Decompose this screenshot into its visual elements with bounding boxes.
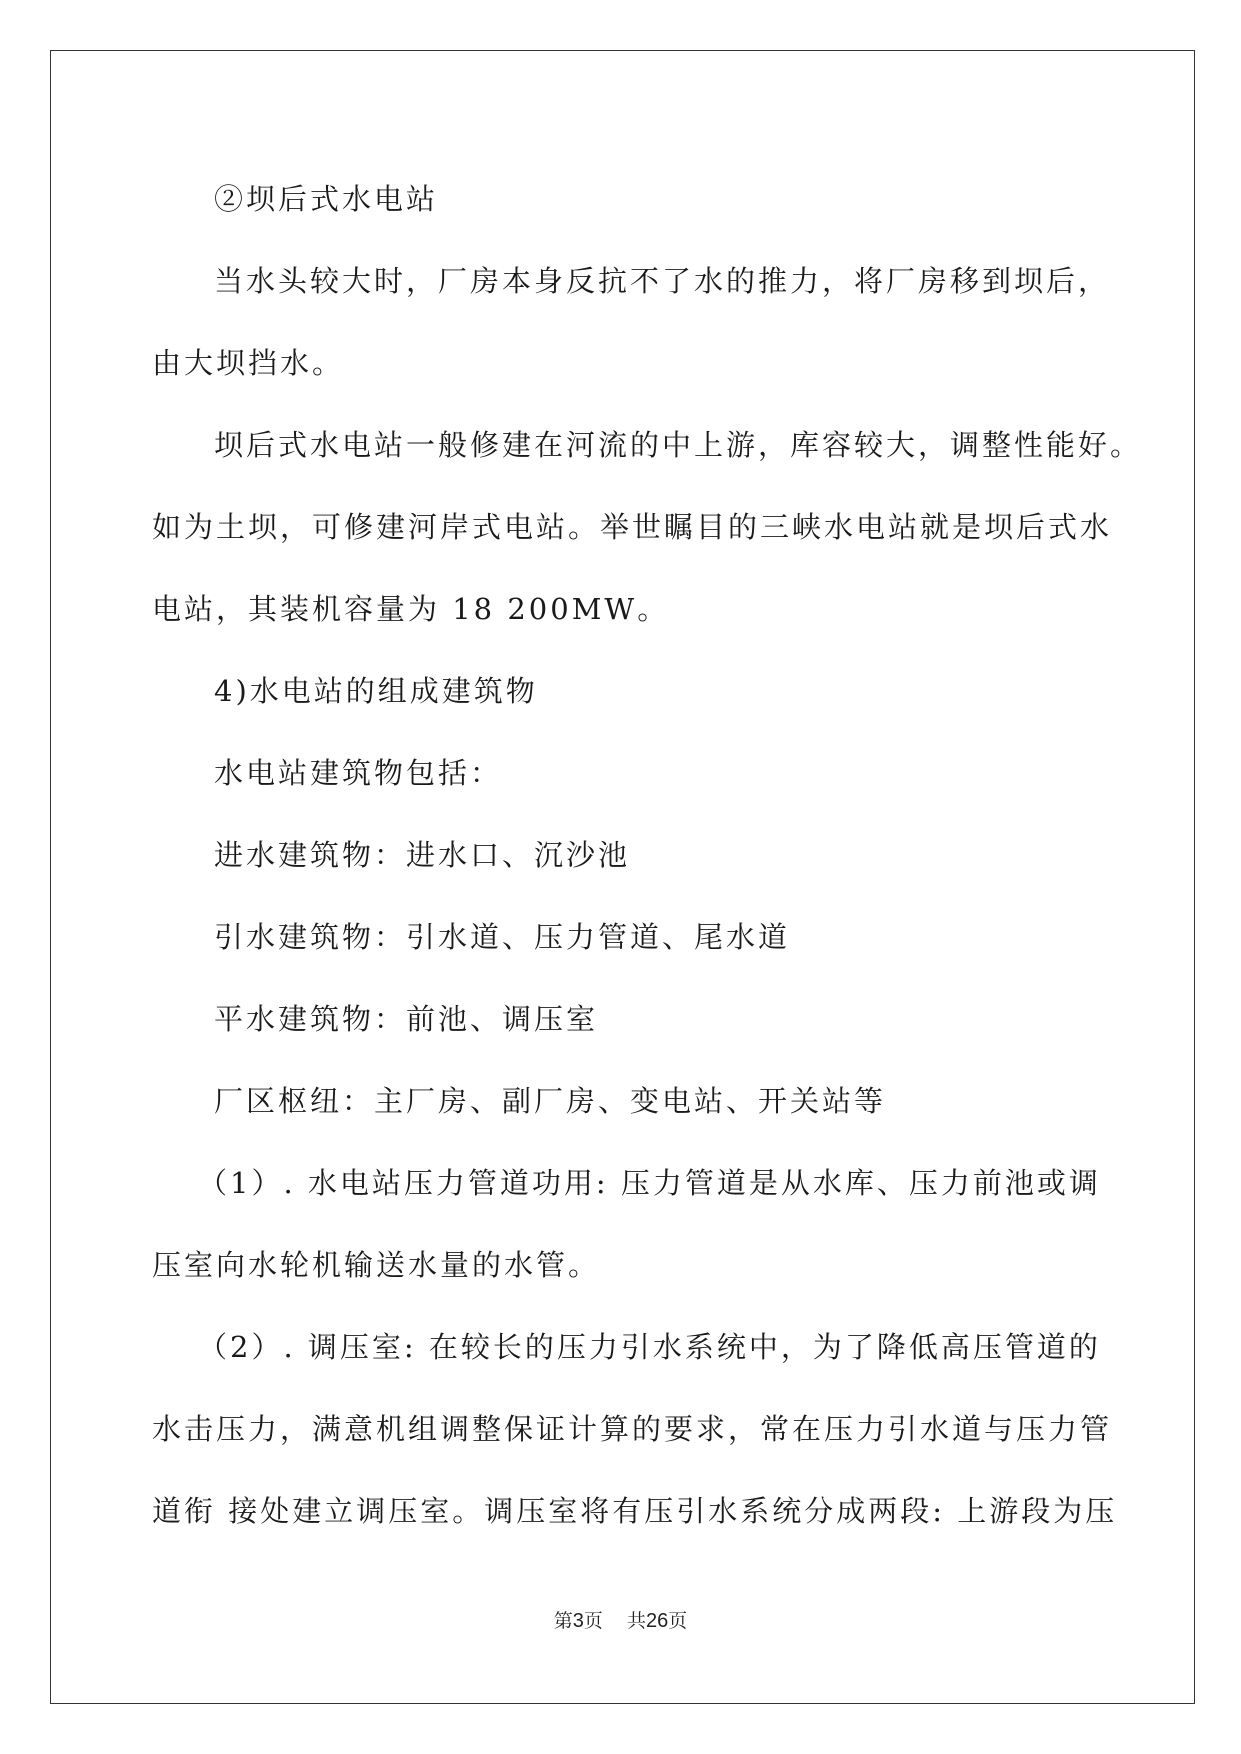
text-line: 坝后式水电站一般修建在河流的中上游，库容较大，调整性能好。 (214, 428, 1143, 462)
text-line: 由大坝挡水。 (152, 346, 345, 380)
text-line: 平水建筑物：前池、调压室 (214, 1002, 599, 1036)
text-line: 水电站建筑物包括： (214, 756, 503, 790)
footer-total-suffix: 页 (668, 1610, 688, 1632)
page-footer (0, 1606, 1241, 1633)
footer-page-number: 3 (572, 1610, 584, 1632)
text-line: 厂区枢纽：主厂房、副厂房、变电站、开关站等 (214, 1084, 887, 1118)
text-line: ②坝后式水电站 (214, 182, 439, 216)
text-line: 电站，其装机容量为 18 200MW。 (152, 592, 670, 626)
text-line: 当水头较大时，厂房本身反抗不了水的推力，将厂房移到坝后， (214, 264, 1111, 298)
text-line: （1）. 水电站压力管道功用: 压力管道是从水库、压力前池或调 (198, 1166, 1101, 1200)
text-line: 进水建筑物：进水口、沉沙池 (214, 838, 631, 872)
footer-page-suffix: 页 (583, 1610, 603, 1632)
text-line: 水击压力，满意机组调整保证计算的要求，常在压力引水道与压力管 (152, 1412, 1113, 1446)
document-body (152, 158, 1143, 1552)
text-line: 压室向水轮机输送水量的水管。 (152, 1248, 601, 1282)
text-line: 道衔 接处建立调压室。调压室将有压引水系统分成两段: 上游段为压 (152, 1494, 1118, 1528)
footer-prefix: 第 (553, 1610, 573, 1632)
text-line: 4)水电站的组成建筑物 (214, 674, 538, 708)
text-line: 引水建筑物：引水道、压力管道、尾水道 (214, 920, 791, 954)
text-line: （2）. 调压室: 在较长的压力引水系统中，为了降低高压管道的 (198, 1330, 1101, 1364)
footer-total-prefix: 共 (627, 1610, 647, 1632)
text-line: 如为土坝，可修建河岸式电站。举世瞩目的三峡水电站就是坝后式水 (152, 510, 1113, 544)
footer-total-pages: 26 (646, 1610, 669, 1632)
